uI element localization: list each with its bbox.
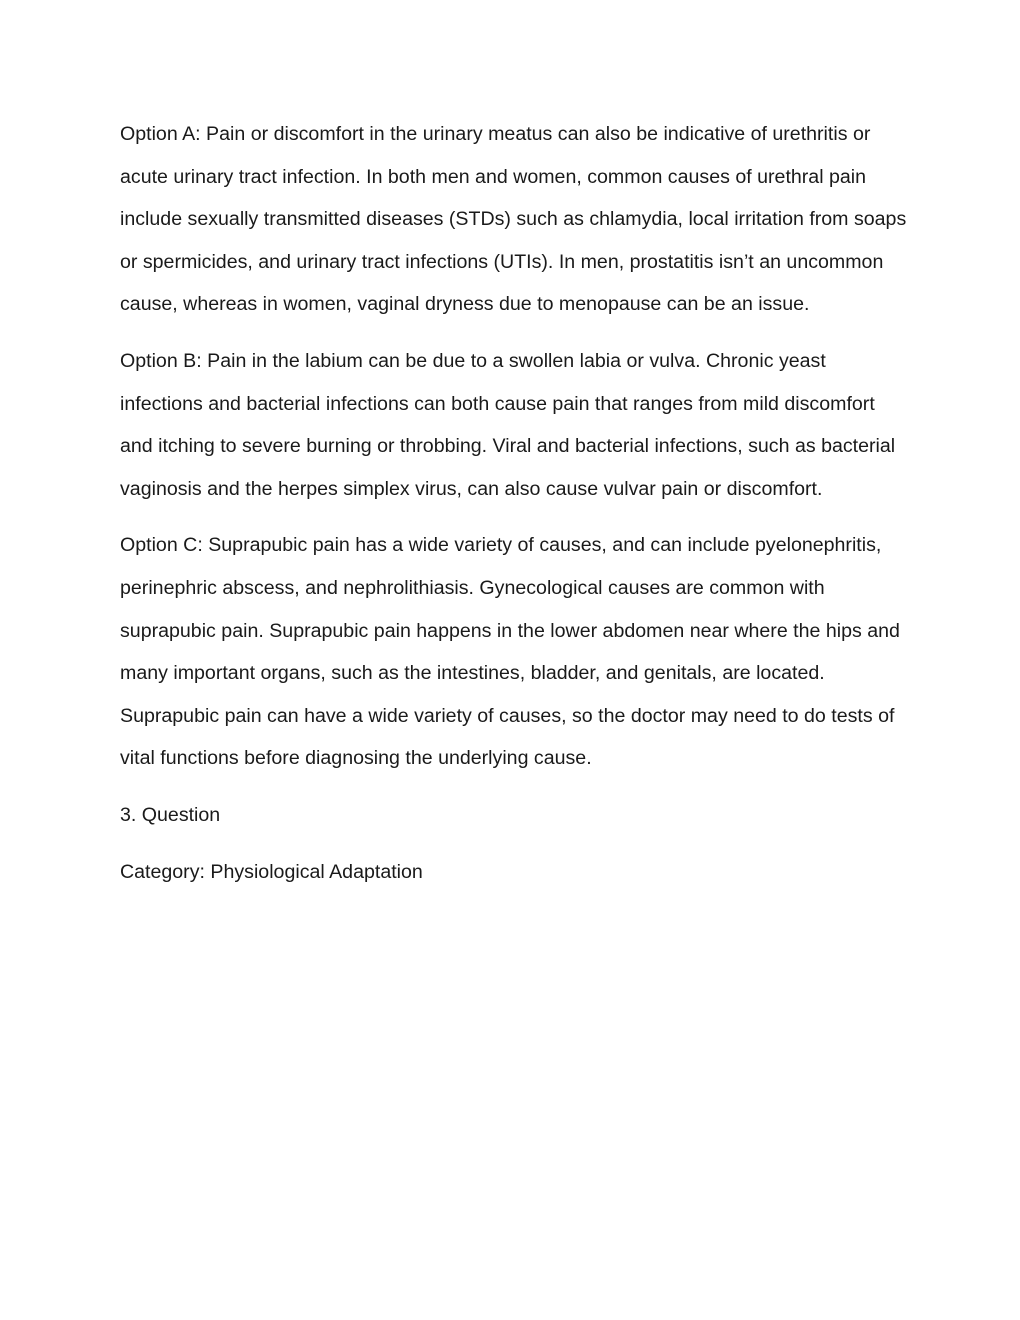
option-b-paragraph: Option B: Pain in the labium can be due to a swollen labia or vulva. Chronic yeast infections and bacterial infections can both cause pain that ranges from mild discomfort and itching to severe burning or throbbing. Viral and bacterial infections, such as bacterial vaginosis and the herpes simplex virus, can also cause vulvar pain or discomfort. — [120, 349, 896, 500]
option-a-paragraph: Option A: Pain or discomfort in the urinary meatus can also be indicative of urethritis or acute urinary tract infection. In both men and women, common causes of urethral pain include sexually transmitted diseases (STDs) such as chlamydia, local irritation from soaps or spermicides, and urinary tract infections (UTIs). In men, prostatitis isn’t an uncommon cause, whereas in women, vaginal dryness due to menopause can be an issue. — [120, 123, 907, 316]
category-line: Category: Physiological Adaptation — [120, 860, 423, 883]
option-c-paragraph: Option C: Suprapubic pain has a wide variety of causes, and can include pyelonephritis, perinephric abscess, and nephrolithiasis. Gynecological causes are common with suprapubic pain. Suprapubic pain happens in the lower abdomen near where the hips and many important organs, such as the intestines, bladder, and genitals, are located. Suprapubic pain can have a wide variety of causes, so the doctor may need to do tests of vital functions before diagnosing the underlying cause. — [120, 534, 900, 770]
document-page — [120, 113, 910, 907]
question-number: 3. Question — [120, 803, 221, 826]
